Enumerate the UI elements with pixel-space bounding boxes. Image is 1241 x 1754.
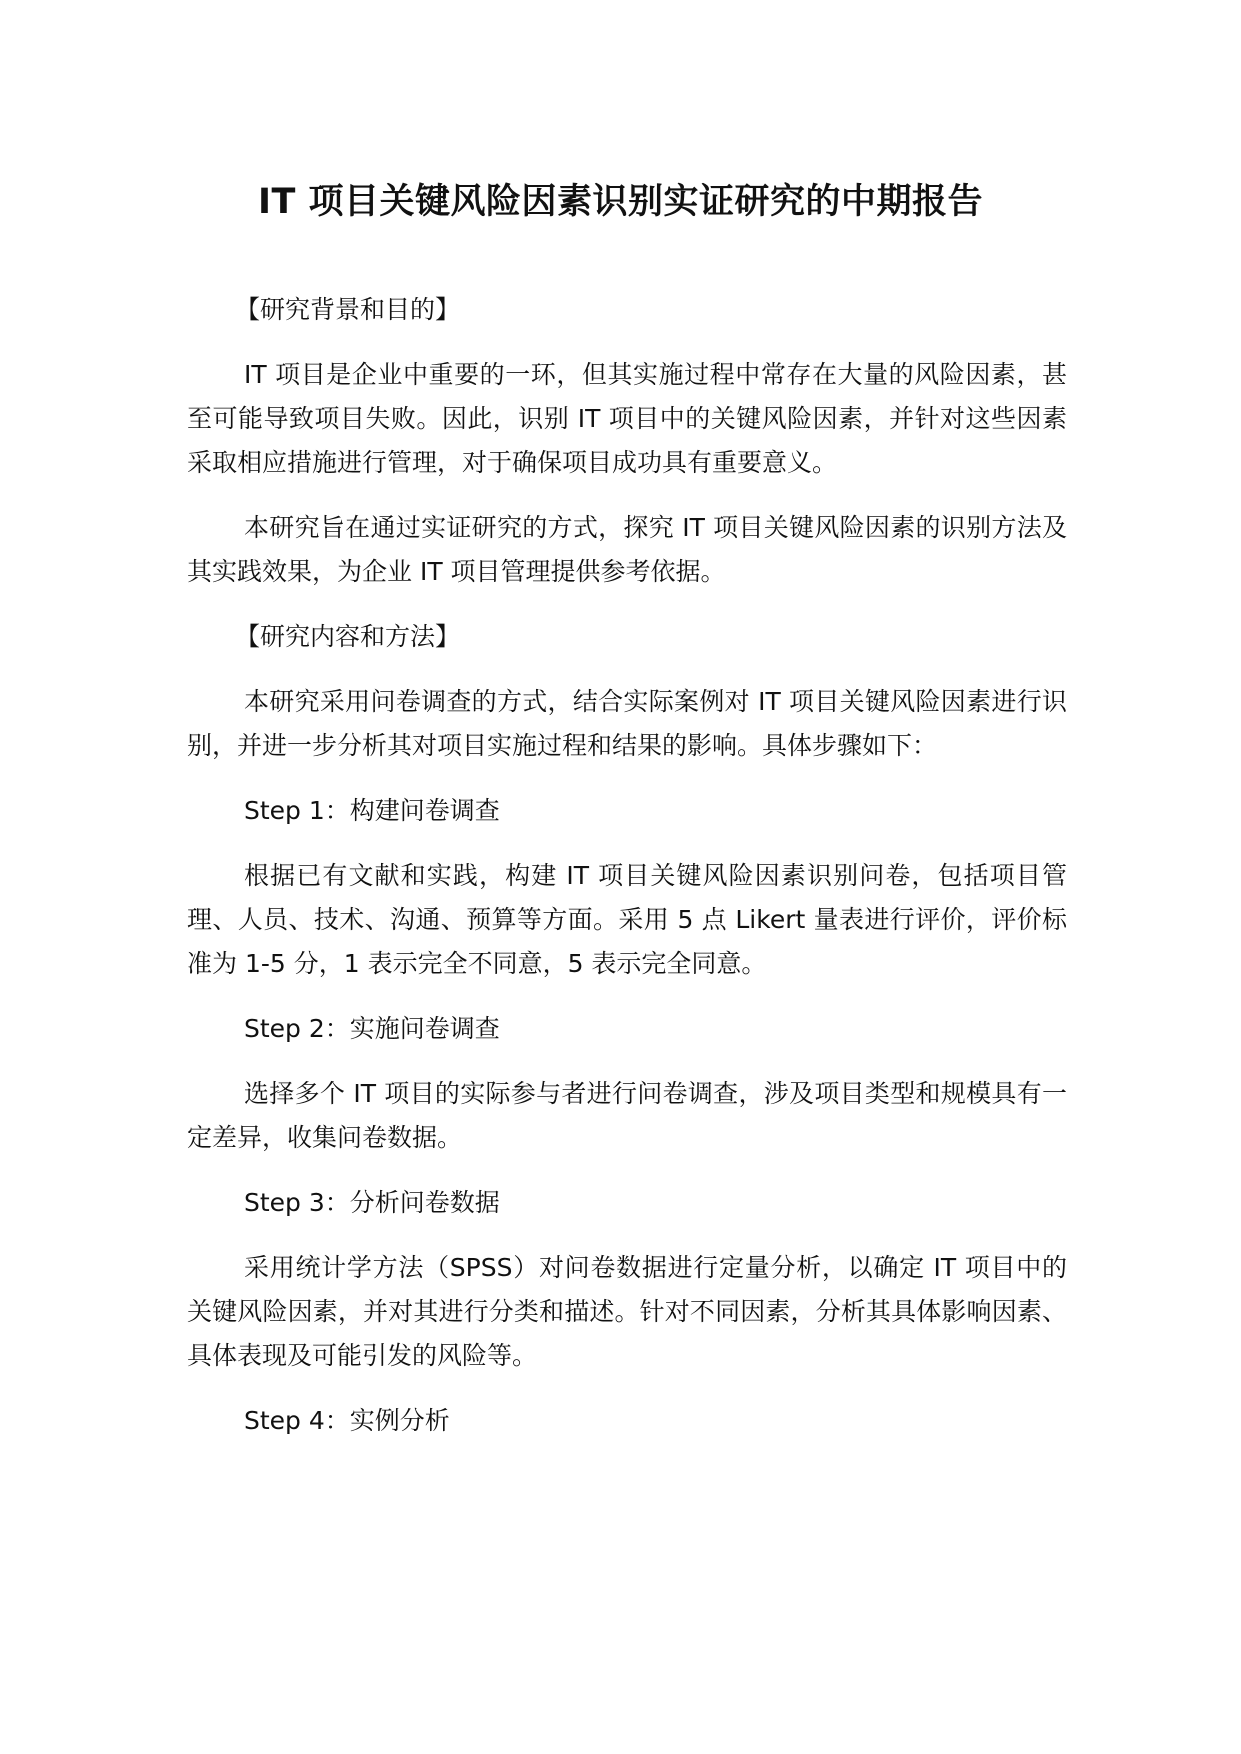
step-1-heading: Step 1：构建问卷调查	[244, 796, 500, 825]
document-title: IT 项目关键风险因素识别实证研究的中期报告	[257, 182, 984, 222]
paragraph-background-2: 本研究旨在通过实证研究的方式，探究 IT 项目关键风险因素的识别方法及其实践效果，为企业 IT 项目管理提供参考依据。	[187, 513, 1067, 586]
section-heading-background: 【研究背景和目的】	[235, 295, 461, 324]
section-heading-methods: 【研究内容和方法】	[235, 622, 461, 651]
step-4-heading: Step 4：实例分析	[244, 1406, 450, 1435]
step-1-paragraph: 根据已有文献和实践，构建 IT 项目关键风险因素识别问卷，包括项目管理、人员、技术、沟通、预算等方面。采用 5 点 Likert 量表进行评价，评价标准为 1-5 分，1 表示完全不同意，5 表示完全同意。	[187, 861, 1067, 978]
step-2-heading: Step 2：实施问卷调查	[244, 1014, 500, 1043]
step-2-paragraph: 选择多个 IT 项目的实际参与者进行问卷调查，涉及项目类型和规模具有一定差异，收集问卷数据。	[187, 1079, 1067, 1152]
step-3-heading: Step 3：分析问卷数据	[244, 1188, 500, 1217]
step-3-paragraph: 采用统计学方法（SPSS）对问卷数据进行定量分析，以确定 IT 项目中的关键风险因素，并对其进行分类和描述。针对不同因素，分析其具体影响因素、具体表现及可能引发的风险等。	[187, 1253, 1067, 1370]
paragraph-methods-intro: 本研究采用问卷调查的方式，结合实际案例对 IT 项目关键风险因素进行识别，并进一步分析其对项目实施过程和结果的影响。具体步骤如下：	[187, 687, 1067, 760]
paragraph-background-1: IT 项目是企业中重要的一环，但其实施过程中常存在大量的风险因素，甚至可能导致项目失败。因此，识别 IT 项目中的关键风险因素，并针对这些因素采取相应措施进行管理，对于确保项目成功具有重要意义。	[187, 360, 1067, 477]
document-body	[187, 288, 1067, 1464]
